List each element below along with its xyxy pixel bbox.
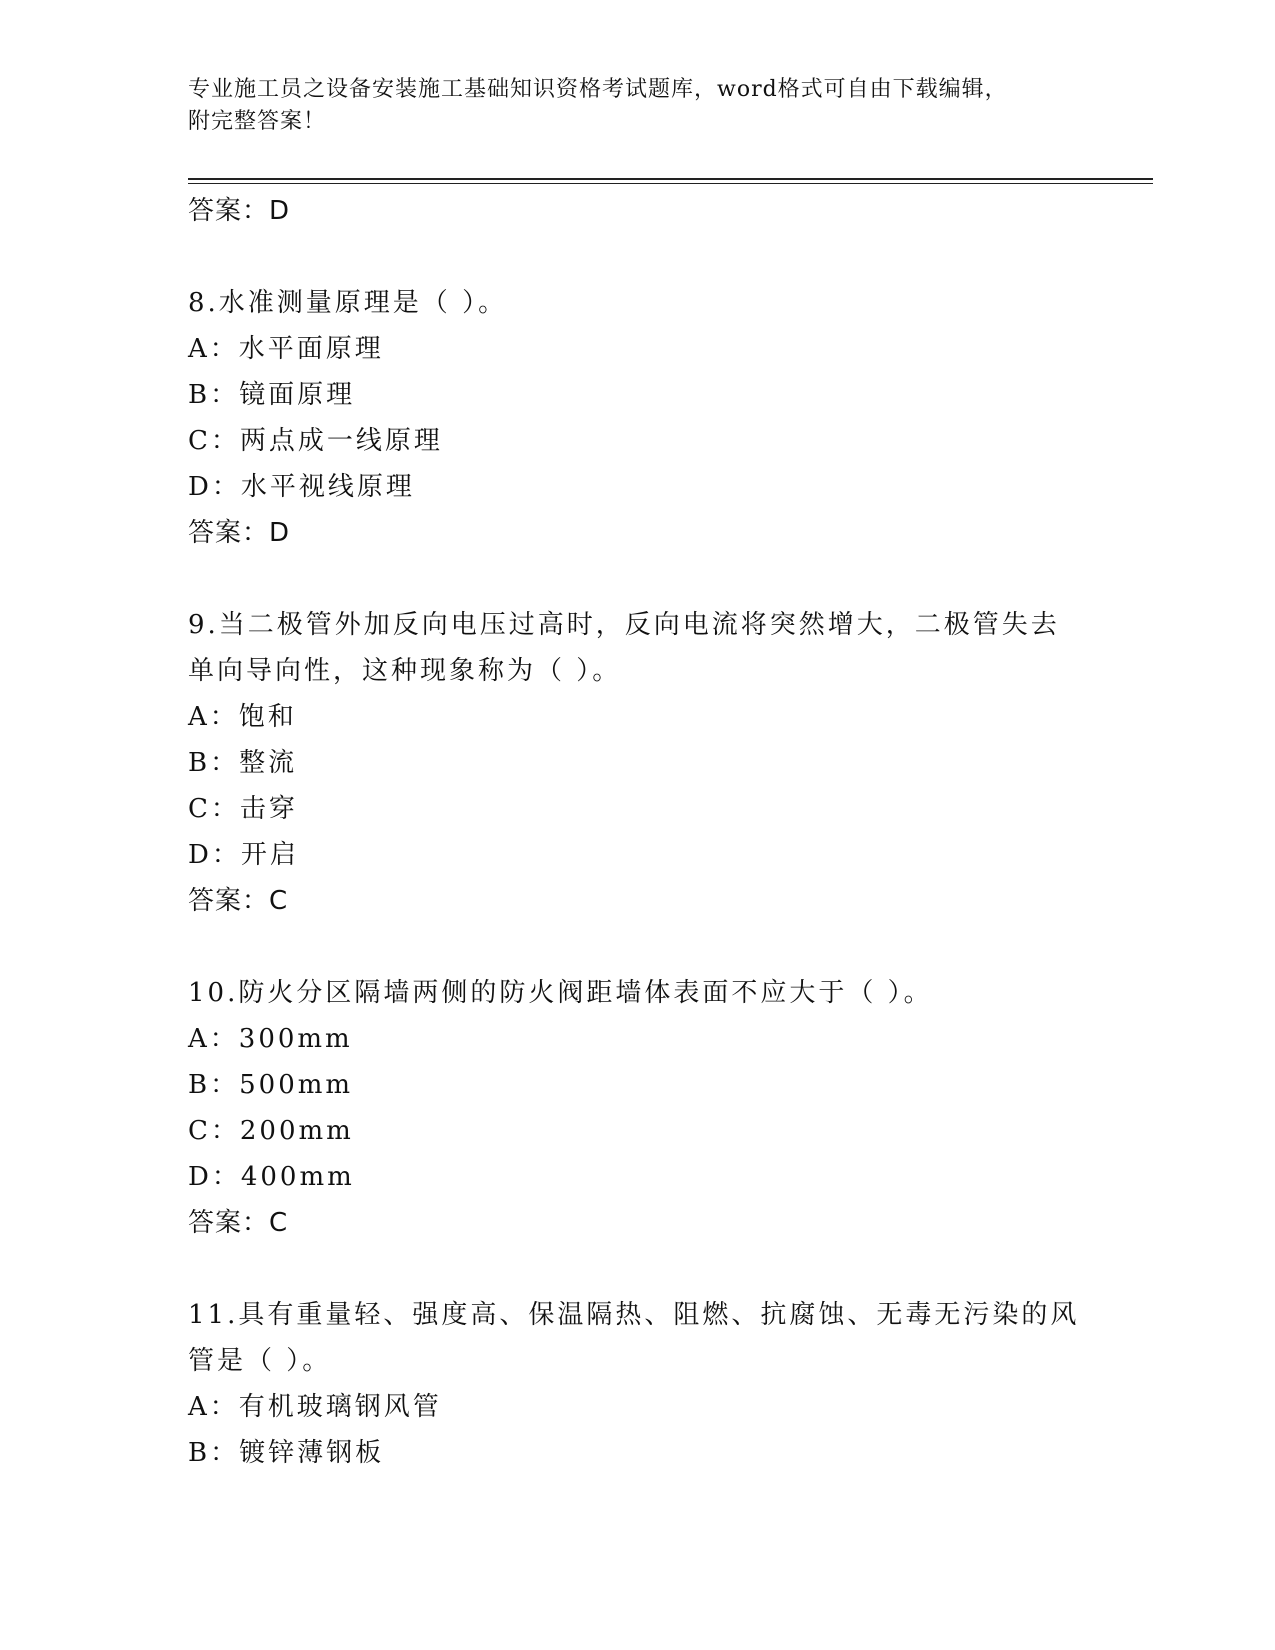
option-d: D：水平视线原理 xyxy=(188,472,415,502)
answer-line: 答案：C xyxy=(188,886,289,916)
option-b: B：整流 xyxy=(188,748,298,778)
question-text-continued: 单向导向性，这种现象称为（ ）。 xyxy=(188,656,622,686)
option-a: A：饱和 xyxy=(188,702,297,732)
question-text: 10.防火分区隔墙两侧的防火阀距墙体表面不应大于（ ）。 xyxy=(188,978,933,1008)
question-text-continued: 管是（ ）。 xyxy=(188,1346,332,1376)
question-text: 8.水准测量原理是（ ）。 xyxy=(188,288,508,318)
header-line-2: 附完整答案！ xyxy=(188,109,327,134)
option-b: B：镀锌薄钢板 xyxy=(188,1438,385,1468)
question-block xyxy=(188,1292,1088,1476)
document-header xyxy=(188,74,1068,138)
option-c: C：两点成一线原理 xyxy=(188,426,443,456)
option-a: A：水平面原理 xyxy=(188,334,384,364)
question-text: 9.当二极管外加反向电压过高时，反向电流将突然增大，二极管失去 xyxy=(188,610,1060,640)
question-text: 11.具有重量轻、强度高、保温隔热、阻燃、抗腐蚀、无毒无污染的风 xyxy=(188,1300,1080,1330)
option-a: A：300mm xyxy=(188,1024,353,1054)
option-b: B：500mm xyxy=(188,1070,354,1100)
option-c: C：击穿 xyxy=(188,794,298,824)
answer-line: 答案：D xyxy=(188,518,291,548)
question-block xyxy=(188,970,1088,1246)
header-divider-thin xyxy=(188,183,1153,184)
option-b: B：镜面原理 xyxy=(188,380,356,410)
option-d: D：开启 xyxy=(188,840,299,870)
header-divider-thick xyxy=(188,178,1153,180)
document-body xyxy=(188,188,1088,1476)
question-block xyxy=(188,602,1088,924)
answer-line: 答案：D xyxy=(188,196,291,226)
question-block xyxy=(188,280,1088,556)
header-line-1: 专业施工员之设备安装施工基础知识资格考试题库，word格式可自由下载编辑， xyxy=(188,77,1008,102)
option-d: D：400mm xyxy=(188,1162,355,1192)
answer-line: 答案：C xyxy=(188,1208,289,1238)
option-a: A：有机玻璃钢风管 xyxy=(188,1392,442,1422)
option-c: C：200mm xyxy=(188,1116,354,1146)
